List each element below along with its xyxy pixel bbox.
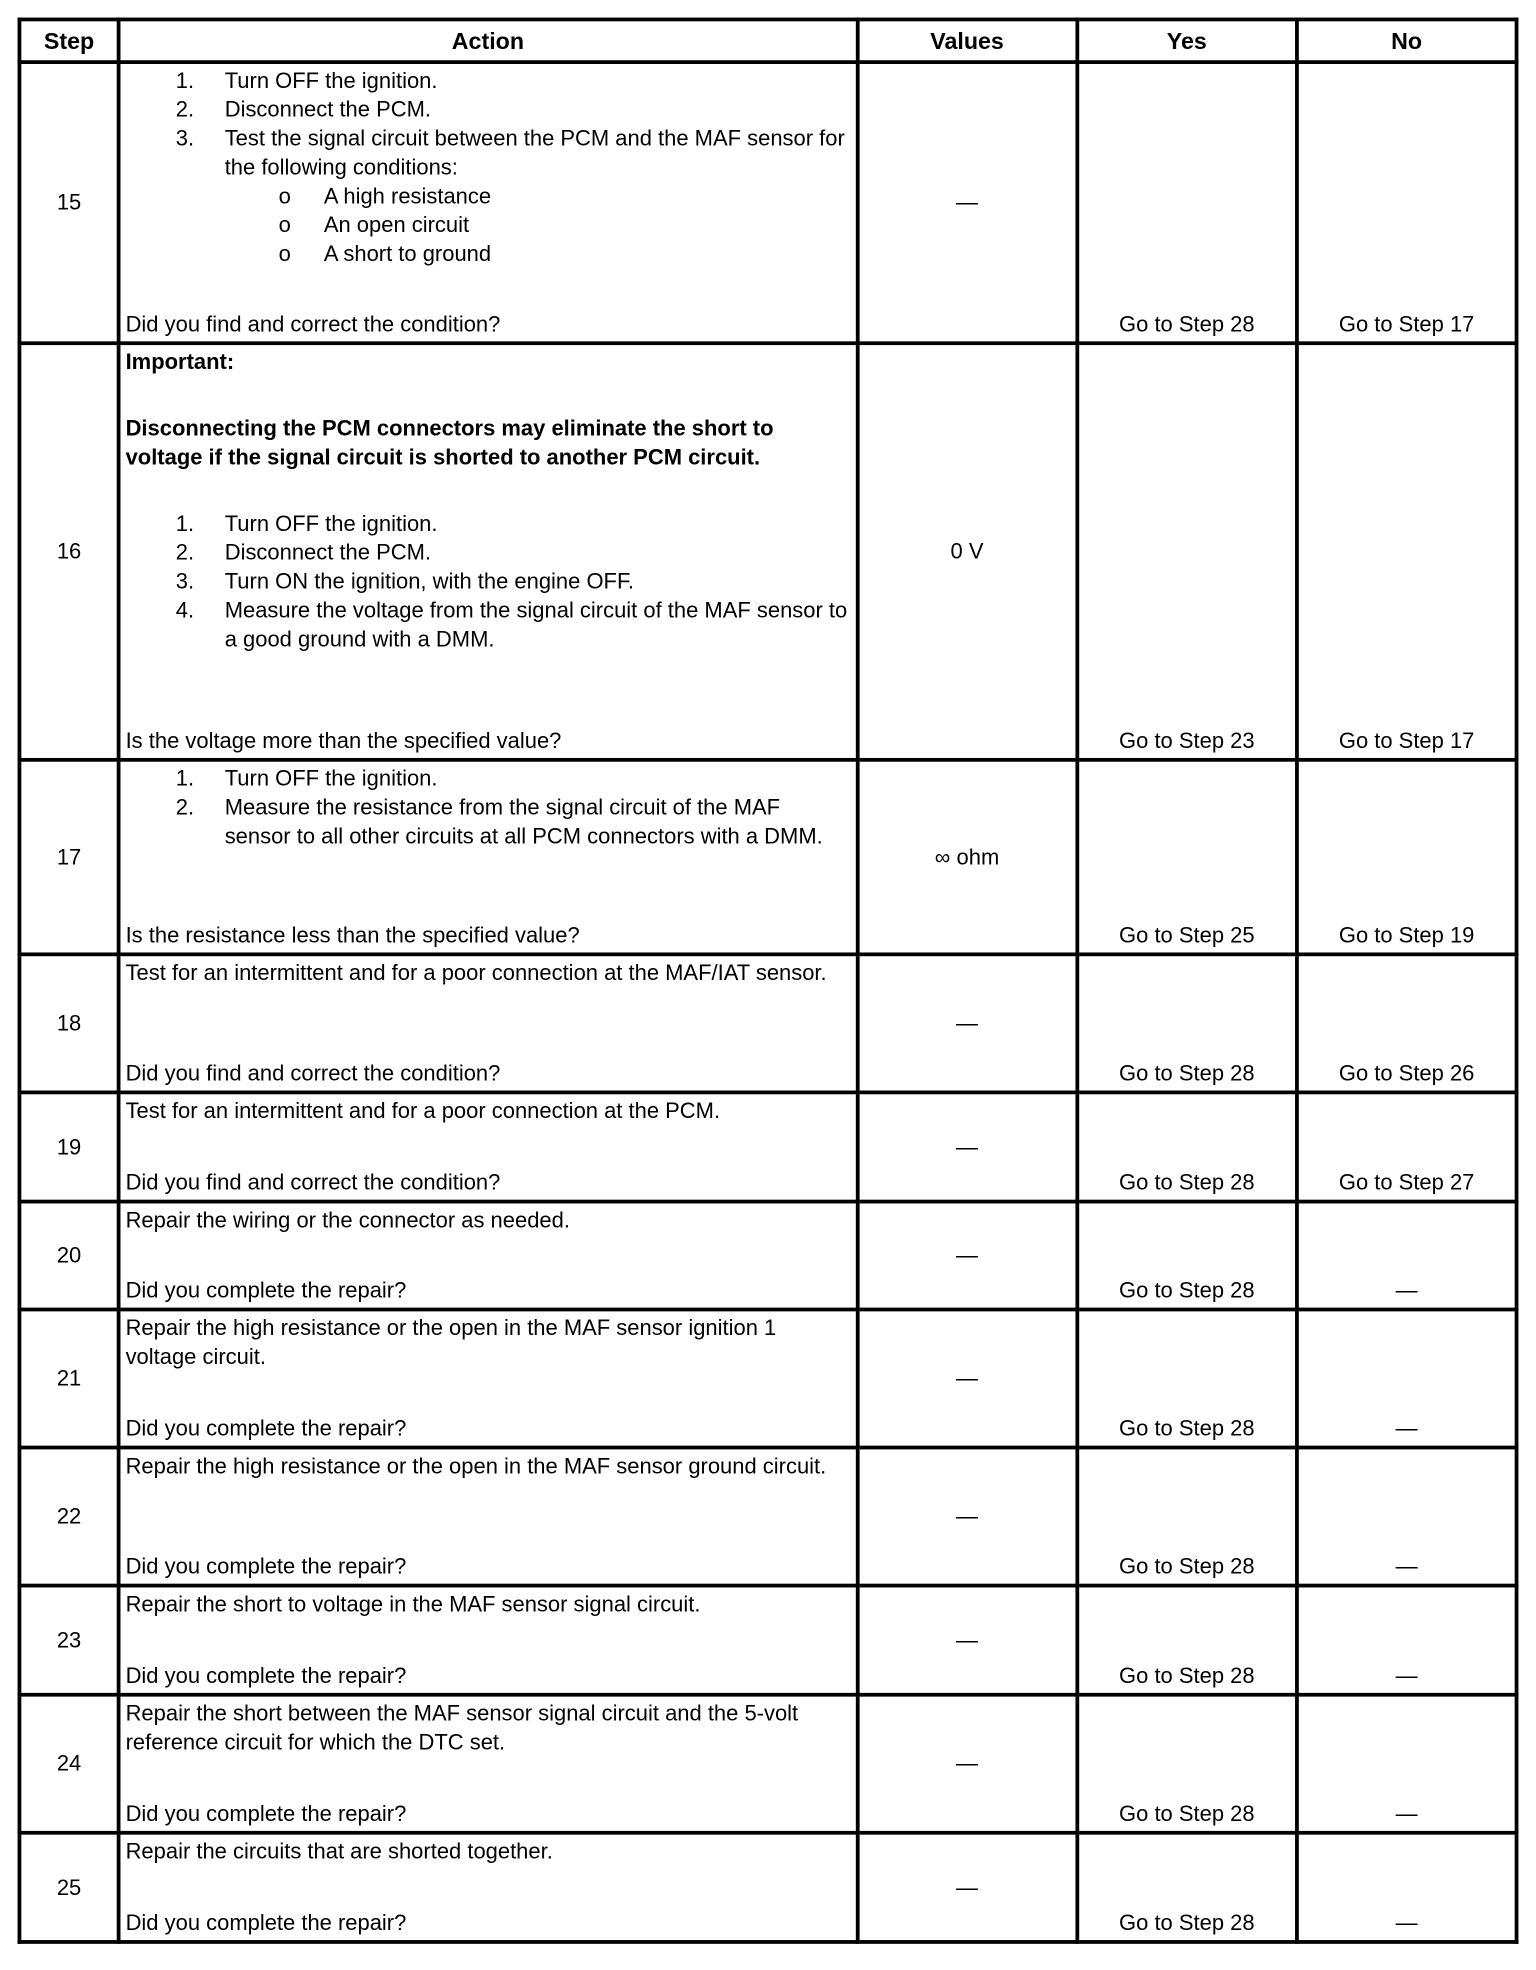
value-cell: ∞ ohm	[857, 760, 1077, 955]
value-cell: —	[857, 1092, 1077, 1201]
list-item: 1. Turn OFF the ignition.	[175, 510, 438, 536]
no-cell: —	[1297, 1202, 1517, 1310]
diagnostic-steps-table	[18, 18, 1519, 1944]
action-cell	[119, 62, 857, 343]
steps-list	[126, 67, 851, 182]
yes-cell: Go to Step 28	[1077, 1202, 1297, 1310]
question-text: Did you complete the repair?	[125, 1662, 407, 1688]
yes-cell: Go to Step 28	[1077, 1448, 1297, 1586]
question-text: Did you find and correct the condition?	[125, 311, 501, 337]
value-cell: —	[857, 1586, 1077, 1695]
action-cell	[119, 1309, 857, 1447]
no-cell: Go to Step 27	[1297, 1092, 1517, 1201]
question-text: Did you find and correct the condition?	[125, 1169, 501, 1195]
step-number: 19	[19, 1092, 118, 1201]
question-text: Did you complete the repair?	[125, 1277, 407, 1303]
question-text: Did you complete the repair?	[125, 1909, 407, 1936]
table-row	[19, 1092, 1516, 1201]
step-number: 21	[19, 1309, 118, 1447]
yes-cell: Go to Step 23	[1077, 343, 1297, 760]
action-cell	[119, 1586, 857, 1695]
no-cell: —	[1297, 1833, 1517, 1942]
step-number: 16	[19, 343, 118, 760]
value-cell: —	[857, 1309, 1077, 1447]
step-number: 18	[19, 954, 118, 1092]
no-cell: —	[1297, 1586, 1517, 1695]
yes-cell: Go to Step 28	[1077, 1586, 1297, 1695]
action-cell	[119, 1448, 857, 1586]
list-item: 2. Disconnect the PCM.	[175, 96, 431, 122]
important-text: Disconnecting the PCM connectors may eliminate the short to voltage if the signal circuit is shorted to another PCM circuit.	[125, 415, 774, 470]
table-row	[19, 1586, 1516, 1695]
list-item: o A short to ground	[278, 240, 492, 267]
value-cell: —	[857, 954, 1077, 1092]
steps-list	[126, 764, 851, 851]
question-text: Did you complete the repair?	[125, 1415, 407, 1441]
table-row	[19, 1309, 1516, 1447]
action-cell	[119, 343, 857, 760]
step-number: 24	[19, 1695, 118, 1833]
table-row	[19, 343, 1516, 760]
action-text: Repair the circuits that are shorted together.	[125, 1838, 553, 1864]
table-row	[19, 954, 1516, 1092]
action-text: Repair the wiring or the connector as needed.	[125, 1207, 570, 1233]
action-cell	[119, 1202, 857, 1310]
yes-cell: Go to Step 28	[1077, 1833, 1297, 1942]
action-cell	[119, 954, 857, 1092]
step-number: 15	[19, 62, 118, 343]
action-text: Test for an intermittent and for a poor connection at the PCM.	[125, 1098, 721, 1124]
yes-cell: Go to Step 28	[1077, 1695, 1297, 1833]
header-action: Action	[119, 19, 857, 62]
yes-cell: Go to Step 25	[1077, 760, 1297, 955]
step-number: 17	[19, 760, 118, 955]
table-row	[19, 1448, 1516, 1586]
yes-cell: Go to Step 28	[1077, 62, 1297, 343]
header-yes: Yes	[1077, 19, 1297, 62]
step-number: 22	[19, 1448, 118, 1586]
list-item: 4. Measure the voltage from the signal circuit of the MAF sensor to a good ground with a DMM.	[175, 597, 848, 652]
list-item: 1. Turn OFF the ignition.	[175, 67, 438, 93]
list-item: o An open circuit	[278, 212, 470, 238]
no-cell: Go to Step 17	[1297, 62, 1517, 343]
table-row	[19, 1695, 1516, 1833]
no-cell: Go to Step 26	[1297, 954, 1517, 1092]
table-row	[19, 1202, 1516, 1310]
list-item: 1. Turn OFF the ignition.	[175, 765, 438, 791]
action-cell	[119, 1833, 857, 1942]
action-text: Repair the short between the MAF sensor signal circuit and the 5-volt reference circuit for which the DTC set.	[125, 1700, 799, 1755]
question-text: Did you complete the repair?	[125, 1800, 407, 1826]
list-item: 2. Measure the resistance from the signal circuit of the MAF sensor to all other circuits at all PCM connectors with a DMM.	[175, 794, 823, 849]
list-item: 3. Turn ON the ignition, with the engine OFF.	[175, 568, 635, 594]
steps-list	[126, 509, 851, 653]
step-number: 25	[19, 1833, 118, 1942]
header-values: Values	[857, 19, 1077, 62]
list-item: 2. Disconnect the PCM.	[175, 539, 431, 565]
action-cell	[119, 1092, 857, 1201]
no-cell: —	[1297, 1695, 1517, 1833]
action-text: Repair the high resistance or the open in the MAF sensor ignition 1 voltage circuit.	[125, 1315, 777, 1370]
sub-list	[126, 182, 851, 269]
action-text: Repair the high resistance or the open in the MAF sensor ground circuit.	[125, 1453, 827, 1479]
action-cell	[119, 760, 857, 955]
table-row	[19, 760, 1516, 955]
step-number: 20	[19, 1202, 118, 1310]
header-step: Step	[19, 19, 118, 62]
value-cell: —	[857, 1695, 1077, 1833]
list-item: o A high resistance	[278, 183, 492, 209]
no-cell: —	[1297, 1309, 1517, 1447]
question-text: Is the voltage more than the specified value?	[125, 727, 562, 753]
no-cell: —	[1297, 1448, 1517, 1586]
header-no: No	[1297, 19, 1517, 62]
yes-cell: Go to Step 28	[1077, 1309, 1297, 1447]
value-cell: 0 V	[857, 343, 1077, 760]
step-number: 23	[19, 1586, 118, 1695]
no-cell: Go to Step 19	[1297, 760, 1517, 955]
value-cell: —	[857, 62, 1077, 343]
question-text: Did you find and correct the condition?	[125, 1060, 501, 1086]
table-row	[19, 62, 1516, 343]
value-cell: —	[857, 1833, 1077, 1942]
question-text: Did you complete the repair?	[125, 1553, 407, 1579]
important-label: Important:	[125, 348, 235, 374]
yes-cell: Go to Step 28	[1077, 954, 1297, 1092]
table-row	[19, 1833, 1516, 1942]
question-text: Is the resistance less than the specified value?	[125, 922, 580, 948]
list-item: 3. Test the signal circuit between the PCM and the MAF sensor for the following conditions:	[175, 125, 845, 180]
no-cell: Go to Step 17	[1297, 343, 1517, 760]
action-text: Test for an intermittent and for a poor connection at the MAF/IAT sensor.	[125, 959, 827, 986]
action-text: Repair the short to voltage in the MAF sensor signal circuit.	[125, 1591, 701, 1617]
action-cell	[119, 1695, 857, 1833]
yes-cell: Go to Step 28	[1077, 1092, 1297, 1201]
value-cell: —	[857, 1202, 1077, 1310]
header-row	[19, 19, 1516, 62]
value-cell: —	[857, 1448, 1077, 1586]
